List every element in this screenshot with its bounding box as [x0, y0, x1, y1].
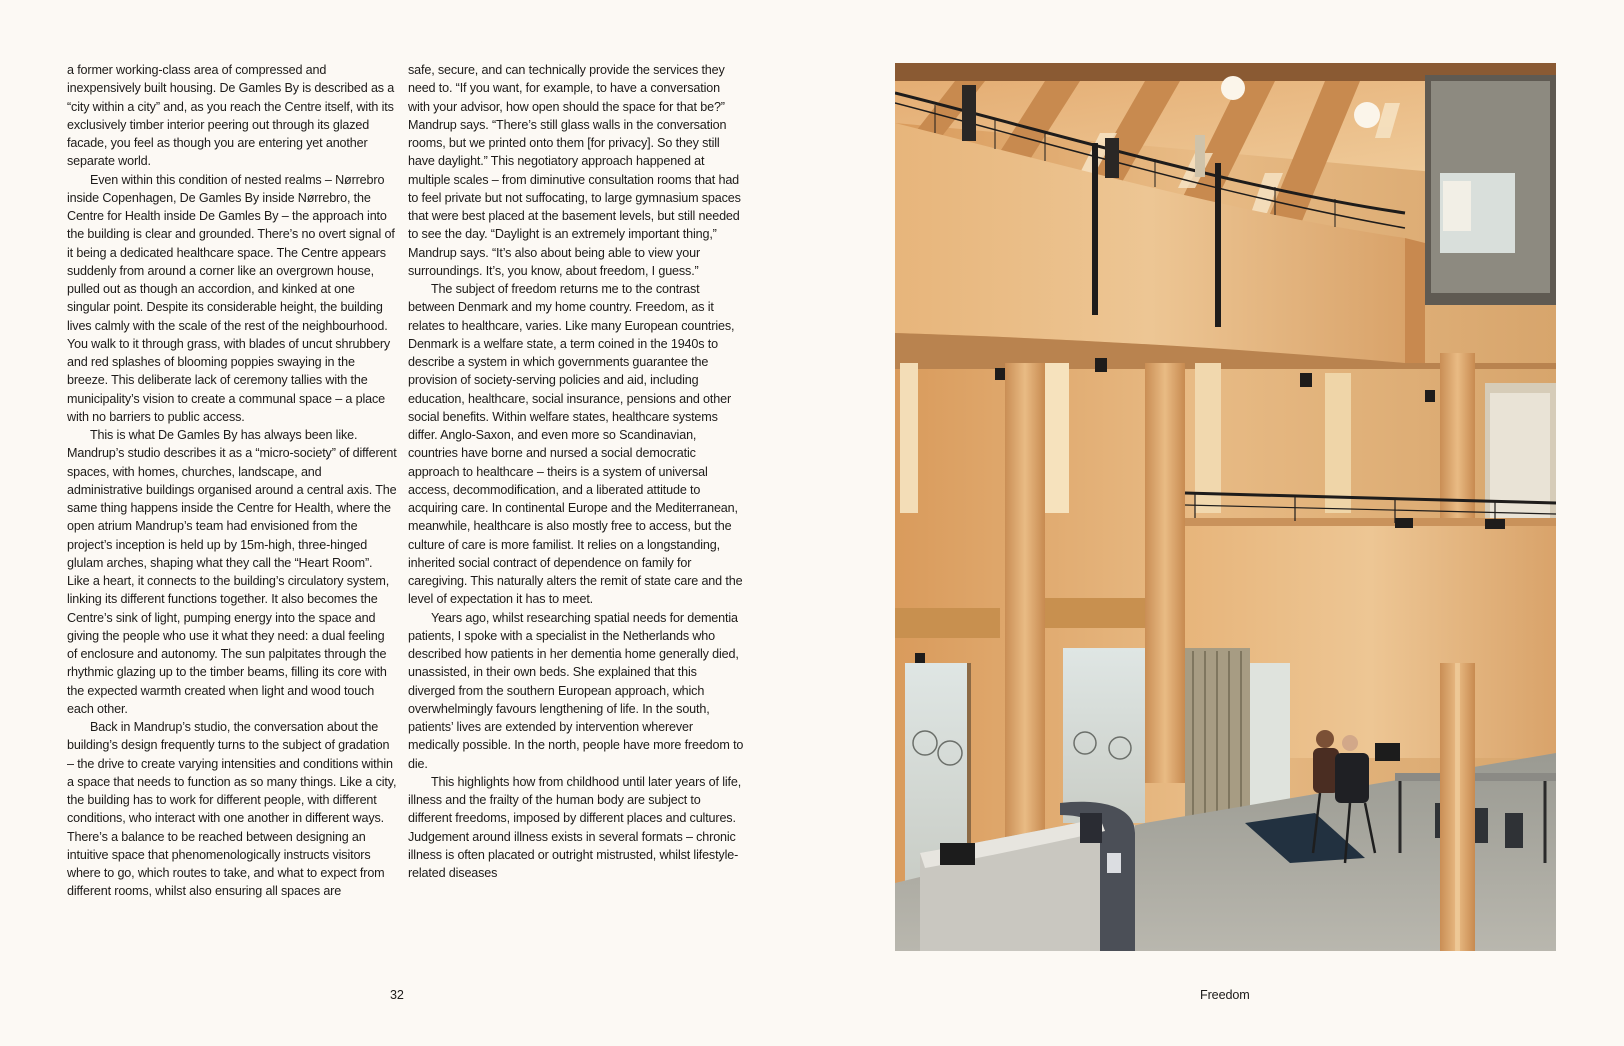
paragraph: Years ago, whilst researching spatial needs for dementia patients, I spoke with a specialist in the Netherlands who described how patients in her dementia home generally died, unassisted, in their own beds. She explained that this diverged from the southern European approach, which overwhelmingly favours lengthening of life. In the south, patients’ lives are extended by intervention wherever medically possible. In the north, people have more freedom to die.	[408, 610, 744, 771]
paragraph: a former working-class area of compressed and inexpensively built housing. De Gamles By is described as a “city within a city” and, as you reach the Centre itself, with its exclusively timber interior peering out through its glazed facade, you feel as though you are entering yet another separate world.	[67, 63, 395, 169]
paragraph: Even within this condition of nested realms – Nørrebro inside Copenhagen, De Gamles By inside Nørrebro, the Centre for Health inside De Gamles By – the approach into the building is clear and grounded. There’s no overt signal of it being a dedicated healthcare space. The Centre appears suddenly from around a corner like an overgrown house, pulled out as though an accordion, and kinked at one singular point. Despite its considerable height, the building lives calmly with the scale of the rest of the neighbourhood. You walk to it through grass, with blades of uncut shrubbery and red splashes of blooming poppies swaying in the breeze. This deliberate lack of ceremony tallies with the municipality’s vision to create a communal space – a place with no barriers to public access.	[67, 172, 395, 424]
section-title: Freedom	[1200, 988, 1250, 1002]
page-number: 32	[390, 988, 404, 1002]
text-column-right	[408, 61, 744, 882]
paragraph: This is what De Gamles By has always been like. Mandrup’s studio describes it as a “micro-society” of different spaces, with homes, churches, landscape, and administrative buildings organised around a central axis. The same thing happens inside the Centre for Health, where the open atrium Mandrup’s team had envisioned from the project’s inception is held up by 15m-high, three-hinged glulam arches, shaping what they call the “Heart Room”. Like a heart, it connects to the building’s circulatory system, linking its different functions together. It also becomes the Centre’s sink of light, pumping energy into the space and giving the people who use it what they need: a dual feeling of enclosure and autonomy. The sun palpitates through the rhythmic glazing up to the timber beams, filling its core with the expected warmth created when light and wood touch each other.	[67, 428, 397, 716]
text-column-left	[67, 61, 397, 901]
paragraph: safe, secure, and can technically provide the services they need to. “If you want, for example, to have a conversation with your advisor, how open should the space for that be?” Mandrup says. “There’s still glass walls in the conversation rooms, but we printed onto them [for privacy]. So they still have daylight.” This negotiatory approach happened at multiple scales – from diminutive consultation rooms that had to feel private but not suffocating, to large gymnasium spaces that were best placed at the basement levels, but still needed to see the day. “Daylight is an extremely important thing,” Mandrup says. “It’s also about being able to view your surroundings. It’s, you know, about freedom, I guess.”	[408, 63, 741, 278]
paragraph: The subject of freedom returns me to the contrast between Denmark and my home country. Freedom, as it relates to healthcare, varies. Like many European countries, Denmark is a welfare state, a term coined in the 1940s to describe a system in which governments guarantee the provision of society-serving policies and aid, including education, healthcare, social insurance, pensions and other social benefits. Within welfare states, healthcare systems differ. Anglo-Saxon, and even more so Scandinavian, countries have borne and nursed a social democratic approach to healthcare – theirs is a system of universal access, decommodification, and a liberated attitude to acquiring care. In continental Europe and the Mediterranean, meanwhile, healthcare is also mostly free to access, but the culture of care is more familist. It relies on a longstanding, inherited social contract of dependence on family for caregiving. This naturally alters the remit of state care and the level of expectation it has to meet.	[408, 282, 743, 607]
paragraph: This highlights how from childhood until later years of life, illness and the frailty of the human body are subject to different freedoms, imposed by different places and cultures. Judgement around illness exists in several formats – chronic illness is often placated or outright mistrusted, whilst lifestyle-related diseases	[408, 774, 742, 880]
paragraph: Back in Mandrup’s studio, the conversation about the building’s design frequently turns to the subject of gradation – the drive to create varying intensities and conditions within a space that needs to function as so many things. Like a city, the building has to work for different people, with different conditions, who interact with one another in different ways. There’s a balance to be reached between designing an intuitive space that phenomenologically instructs visitors where to go, which routes to take, and what to expect from different rooms, whilst also ensuring all spaces are	[67, 720, 397, 899]
timber-atrium-photo	[895, 63, 1556, 951]
